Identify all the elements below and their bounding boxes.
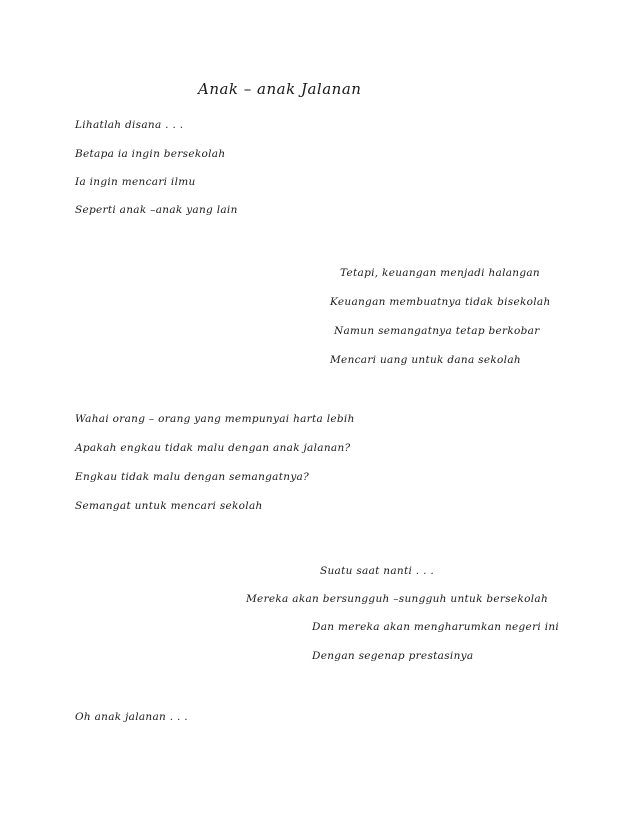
stanza3-line2: Apakah engkau tidak malu dengan anak jalanan? bbox=[75, 442, 351, 454]
stanza2-line4: Mencari uang untuk dana sekolah bbox=[330, 354, 521, 366]
stanza2-line2: Keuangan membuatnya tidak bisekolah bbox=[330, 296, 551, 308]
stanza1-line3: Ia ingin mencari ilmu bbox=[75, 176, 196, 188]
stanza4-line3: Dan mereka akan mengharumkan negeri ini bbox=[312, 621, 560, 633]
stanza1-line4: Seperti anak –anak yang lain bbox=[75, 204, 238, 216]
stanza1-line2: Betapa ia ingin bersekolah bbox=[75, 148, 226, 160]
closing-line: Oh anak jalanan . . . bbox=[75, 711, 188, 723]
stanza3-line1: Wahai orang – orang yang mempunyai harta lebih bbox=[75, 413, 355, 425]
stanza4-line4: Dengan segenap prestasinya bbox=[312, 650, 474, 662]
stanza2-line3: Namun semangatnya tetap berkobar bbox=[334, 325, 540, 337]
poem-title: Anak – anak Jalanan bbox=[198, 80, 362, 98]
stanza1-line1: Lihatlah disana . . . bbox=[75, 119, 184, 131]
stanza4-line2: Mereka akan bersungguh –sungguh untuk bersekolah bbox=[246, 593, 549, 605]
stanza2-line1: Tetapi, keuangan menjadi halangan bbox=[340, 267, 540, 279]
stanza3-line4: Semangat untuk mencari sekolah bbox=[75, 500, 263, 512]
stanza3-line3: Engkau tidak malu dengan semangatnya? bbox=[75, 471, 310, 483]
stanza4-line1: Suatu saat nanti . . . bbox=[320, 565, 434, 577]
